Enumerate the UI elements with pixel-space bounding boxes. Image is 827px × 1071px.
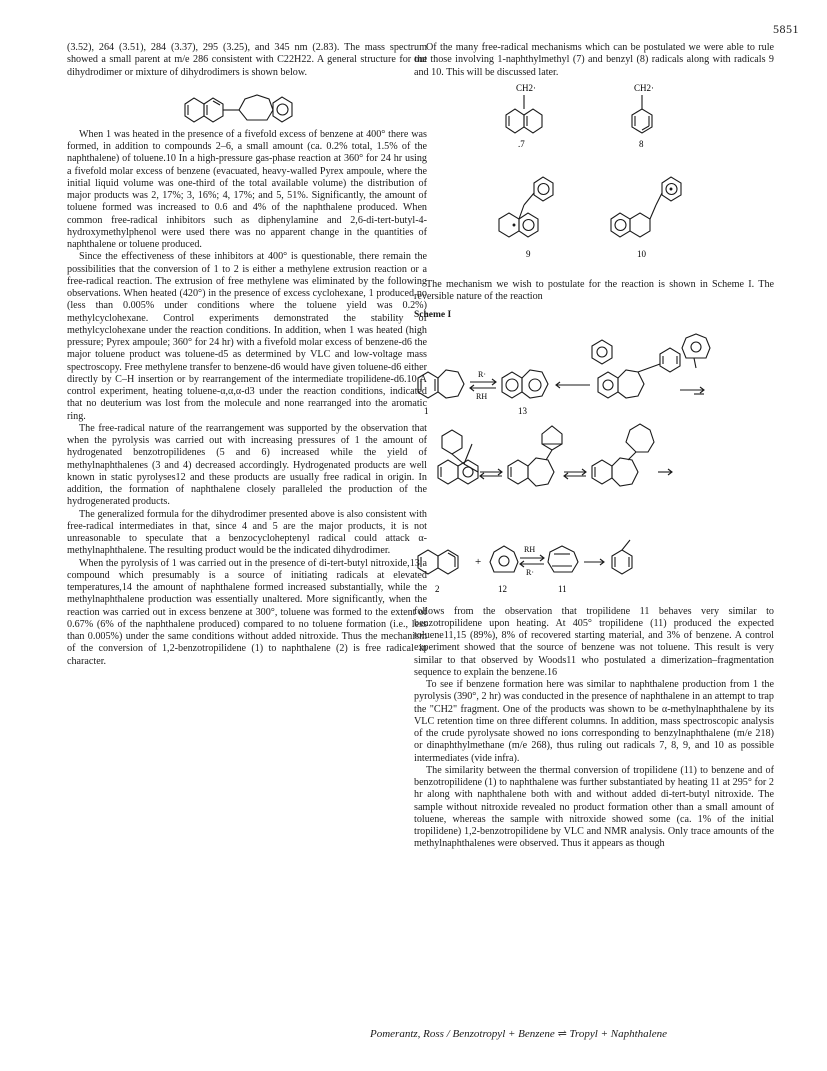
scheme-title: Scheme I [414,310,452,321]
paragraph: The mechanism we wish to postulate for the reaction is shown in Scheme I. The reversible nature of the reaction [414,278,774,302]
label-ch2-8: CH2· [634,82,654,93]
compound-label-7: .7 [518,138,525,149]
compound-label-1: 1 [424,405,429,416]
compound-label-8: 8 [639,138,644,149]
paragraph: Since the effectiveness of these inhibitors at 400° is questionable, there remain the possibilities that the conversion of 1 to 2 is either a methylene extrusion reaction or a free-radical reaction. The extrusion of free methylene was eliminated by the following observations. When heated (420°) in the presence of excess cyclohexane, 1 produced no (less than 0.005% under conditions where the toluene yield was 0.2%) methylcyclohexane. Control experiments demonstrated the stability of methylcyclohexane under the reaction conditions. In addition, when 1 was heated (high pressure; Pyrex ampoule; 360° for 24 hr) with a fivefold molar excess of benzene-d6 the major toluene product was toluene-d5 as determined by VLC and low-voltage mass spectroscopy. Free methylene transfer to benzene-d6 would have given toluene-d6 either directly by C–H insertion or by rearrangement of the intermediate tropilidene-d6.10 A control experiment, heating toluene-α,α,α-d3 under the reaction conditions, indicated that no deuterium was lost from the molecule and none rearranged into the aromatic ring. [67,251,427,422]
radical-structures-figure [414,79,774,279]
scheme-reagent-r: R· [526,567,534,577]
compound-label-10: 10 [637,248,646,259]
compound-label-11: 11 [558,583,567,594]
scheme-1 [414,326,774,606]
paragraph: When the pyrolysis of 1 was carried out in the presence of di-tert-butyl nitroxide,13 a compound which presumably is a source of initiating radicals at elevated temperatures,14 the amount of naphthalene formed increased substantially, while the methylnaphthalene production was essentially unaltered. More significantly, when the reaction was carried out in excess benzene at 300°, toluene was formed to the extent of 0.67% (6% of the naphthalene produced) compared to no toluene formation (i.e., less than 0.005%) under the same conditions without added nitroxide. Thus the mechanism of the conversion of 1,2-benzotropilidene (1) to naphthalene (2) is free radical in character. [67,557,427,667]
compound-label-2: 2 [435,583,440,594]
left-column [67,42,427,668]
scheme-reagent-rh: RH [476,391,488,401]
scheme-reagent-r: R· [478,369,486,379]
label-ch2-7: CH2· [516,82,536,93]
compound-label-13: 13 [518,405,527,416]
compound-label-12: 12 [498,583,507,594]
paragraph: (3.52), 264 (3.51), 284 (3.37), 295 (3.25), and 345 nm (2.83). The mass spectrum showed a small parent at m/e 286 consistent with C22H22. A general structure for the dihydrodimer or mixture of dihydrodimers is shown below. [67,42,427,78]
page-number: 5851 [773,22,799,36]
scheme-reagent-rh: RH [524,544,536,554]
paragraph: follows from the observation that tropilidene 11 behaves very similar to benzotropilidene upon heating. At 405° tropilidene (11) produced the expected toluene11,15 (89%), 8% of recovered starting material, and 3% of benzene. A control experiment showed that the source of benzene was not toluene. This result is very similar to that observed by Woods11 who postulated a dimerization–fragmentation sequence to explain the benzene.16 [414,605,774,678]
paragraph: When 1 was heated in the presence of a fivefold excess of benzene at 400° there was formed, in addition to compounds 2–6, a small amount (ca. 0.2% total, 1.5% of the naphthalene) of toluene.10 In a high-pressure gas-phase reaction at 360° for 24 hr using a fivefold molar excess of benzene (evacuated, heavy-walled Pyrex ampoule, where the initial liquid volume was one-third of the total available volume) the distribution of major products was 2, 17%; 3, 16%; 4, 17%; and 5, 51%. Significantly, the amount of toluene formed was increased to 0.6 and 4% of the naphthalene produced. When common free-radical inhibitors such as diphenylamine and 2,6-di-tert-butyl-4-hydroxymethylphenol were used there was no apparent change in the quantities of naphthalene or toluene produced. [67,128,427,250]
paragraph: To see if benzene formation here was similar to naphthalene production from 1 the pyrolysis (390°, 2 hr) was conducted in the presence of naphthalene in an attempt to trap the "CH2" fragment. One of the products was shown to be α-methylnaphthalene by its VLC retention time on three different columns. In addition, mass spectroscopic analysis of the crude pyrolysate showed no ions corresponding to benzylnaphthalene (m/e 218) or dinaphthylmethane (m/e 268), thus ruling out radicals 7, 8, 9, and 10 as possible intermediates (vide infra). [414,679,774,764]
paragraph: The free-radical nature of the rearrangement was supported by the observation that when the pyrolysis was carried out with increasing pressures of 1 the amount of hydrogenated benzotropilidenes (5 and 6) increased while the yield of methylnaphthalenes (3 and 4) decreased accordingly. Hydrogenated products are well known in static pyrolyses12 and these products are usually free radical in origin. In addition, the formation of naphthalene closely paralleled the production of the hydrogenerated products. [67,422,427,508]
compound-label-9: 9 [526,248,531,259]
dihydrodimer-structure [67,79,427,129]
running-footer: Pomerantz, Ross / Benzotropyl + Benzene ⇌ Tropyl + Naphthalene [370,1028,667,1040]
right-column [414,42,774,851]
plus-sign: + [475,555,482,568]
paragraph: The generalized formula for the dihydrodimer presented above is also consistent with free-radical intermediates in that, since 4 and 5 are the major products, it is not unreasonable to speculate that a benzocycloheptenyl radical could attack α-methylnaphthalene. The resulting product would be the indicated dihydrodimer. [67,508,427,557]
paragraph: Of the many free-radical mechanisms which can be postulated we were able to rule out those involving 1-naphthylmethyl (7) and benzyl (8) radicals along with radicals 9 and 10. This will be discussed later. [414,42,774,78]
paragraph: The similarity between the thermal conversion of tropilidene (11) to benzene and of benzotropilidene (1) to naphthalene was further substantiated by heating 11 at 295° for 2 hr along with naphthalene both with and without added di-tert-butyl nitroxide. The sample without nitroxide revealed no product formation other than a small amount of toluene, whereas the sample with nitroxide showed some (ca. 1% of the initial tropilidene) 1,2-benzotropilidene by VLC and NMR analysis. Only trace amounts of the methylnaphthalenes were observed. Thus it appears as though [414,764,774,850]
